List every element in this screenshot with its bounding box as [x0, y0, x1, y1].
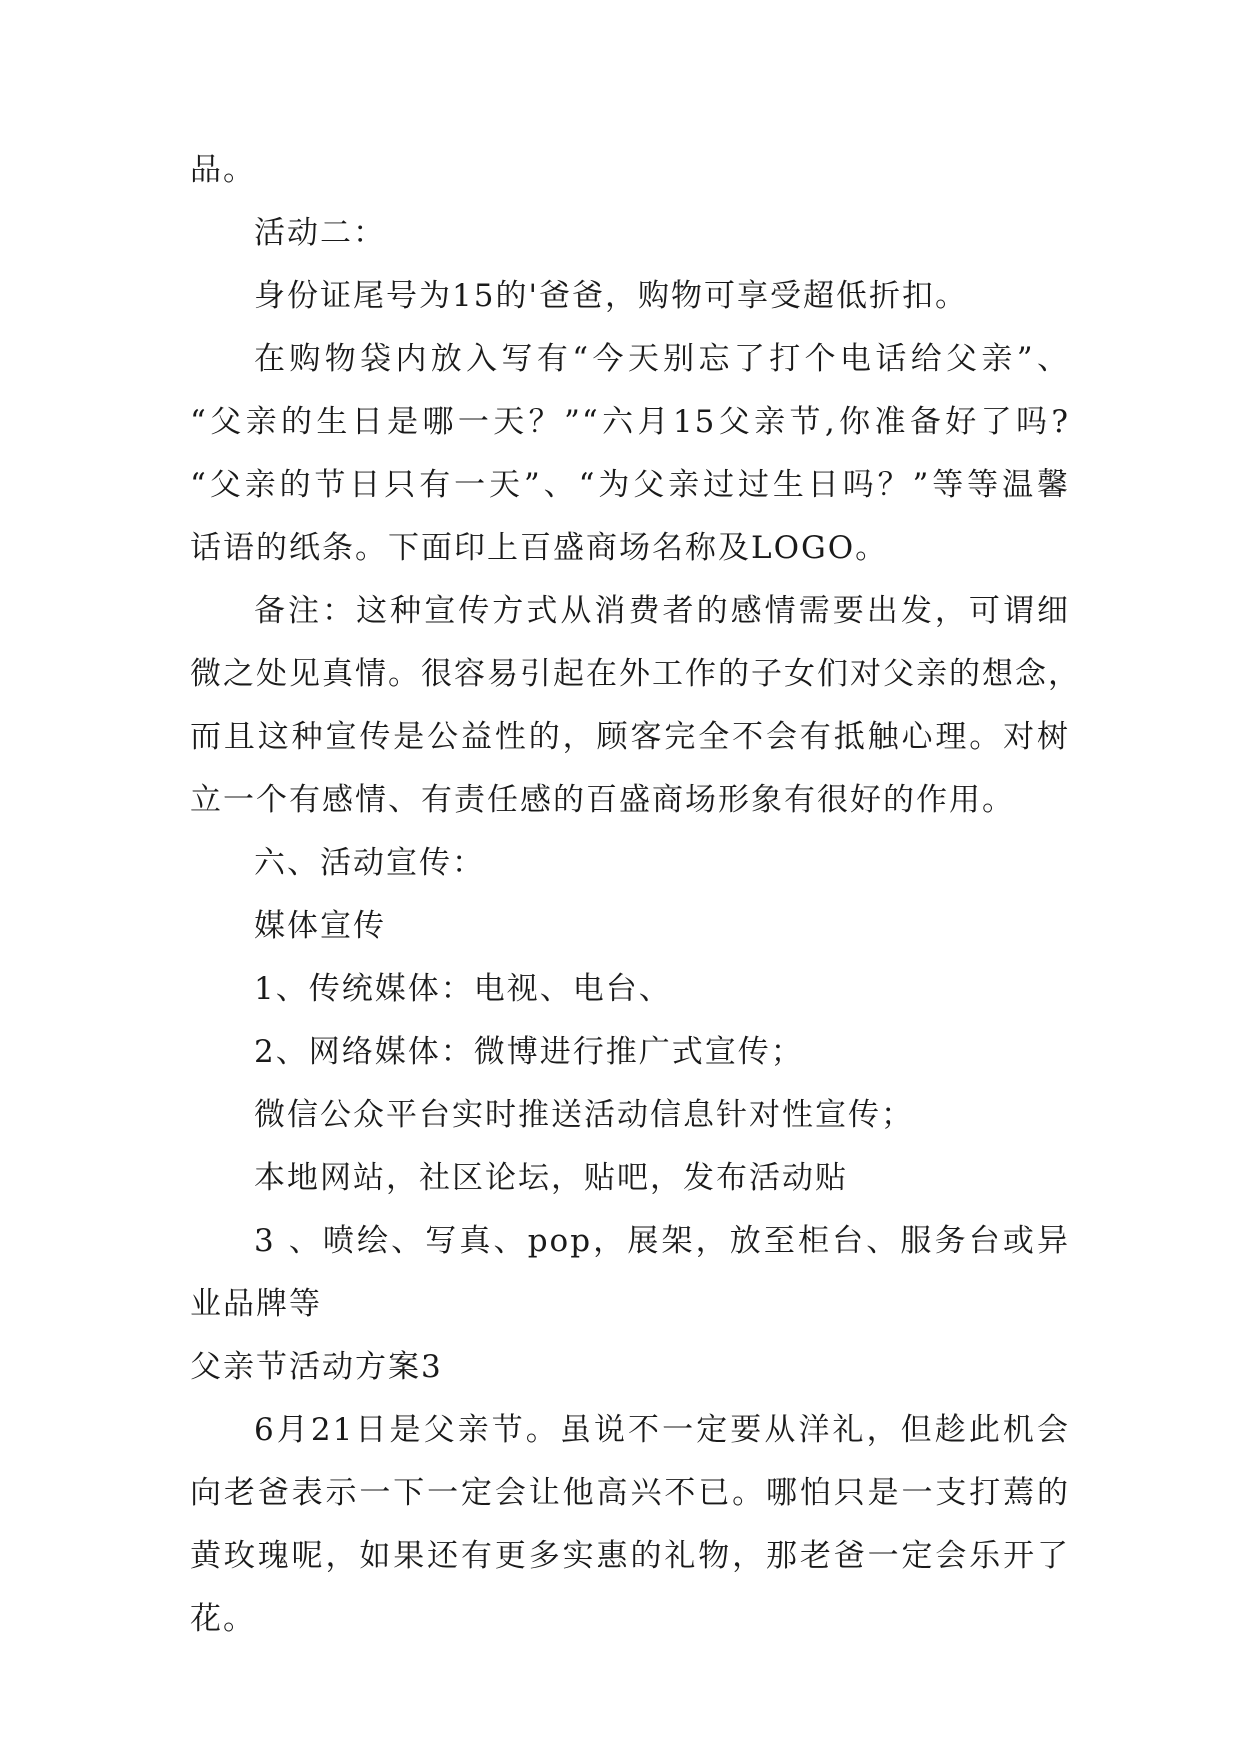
text-line: 2、网络媒体：微博进行推广式宣传；	[254, 1034, 804, 1070]
text-line: 媒体宣传	[254, 908, 386, 944]
text-line: 而且这种宣传是公益性的，顾客完全不会有抵触心理。对树	[190, 719, 1070, 755]
text-line: 话语的纸条。下面印上百盛商场名称及LOGO。	[190, 530, 889, 566]
text-line: 微信公众平台实时推送活动信息针对性宣传；	[254, 1097, 914, 1133]
text-line: 六、活动宣传：	[254, 845, 485, 881]
text-line: 向老爸表示一下一定会让他高兴不已。哪怕只是一支打蔫的	[190, 1475, 1070, 1511]
text-line: 微之处见真情。很容易引起在外工作的子女们对父亲的想念，	[190, 656, 1081, 692]
text-line: 业品牌等	[190, 1286, 322, 1322]
text-line: 花。	[190, 1601, 256, 1637]
text-line: 备注：这种宣传方式从消费者的感情需要出发，可谓细	[254, 593, 1070, 629]
text-line: 在购物袋内放入写有“今天别忘了打个电话给父亲”、	[254, 341, 1070, 377]
text-line: 品。	[190, 152, 256, 188]
text-line: 活动二：	[254, 215, 386, 251]
text-line: 3 、喷绘、写真、pop，展架，放至柜台、服务台或异	[254, 1223, 1070, 1259]
text-line: 立一个有感情、有责任感的百盛商场形象有很好的作用。	[190, 782, 1015, 818]
text-line: 身份证尾号为15的'爸爸，购物可享受超低折扣。	[254, 278, 968, 314]
text-line: 本地网站，社区论坛，贴吧，发布活动贴	[254, 1160, 848, 1196]
text-line: “父亲的节日只有一天”、“为父亲过过生日吗？”等等温馨	[190, 467, 1070, 503]
section-heading: 父亲节活动方案3	[190, 1349, 443, 1385]
text-line: 1、传统媒体：电视、电台、	[254, 971, 672, 1007]
text-line: “父亲的生日是哪一天？”“六月15父亲节,你准备好了吗?	[190, 404, 1070, 440]
text-line: 6月21日是父亲节。虽说不一定要从洋礼，但趁此机会	[254, 1412, 1070, 1448]
text-line: 黄玫瑰呢，如果还有更多实惠的礼物，那老爸一定会乐开了	[190, 1538, 1070, 1574]
